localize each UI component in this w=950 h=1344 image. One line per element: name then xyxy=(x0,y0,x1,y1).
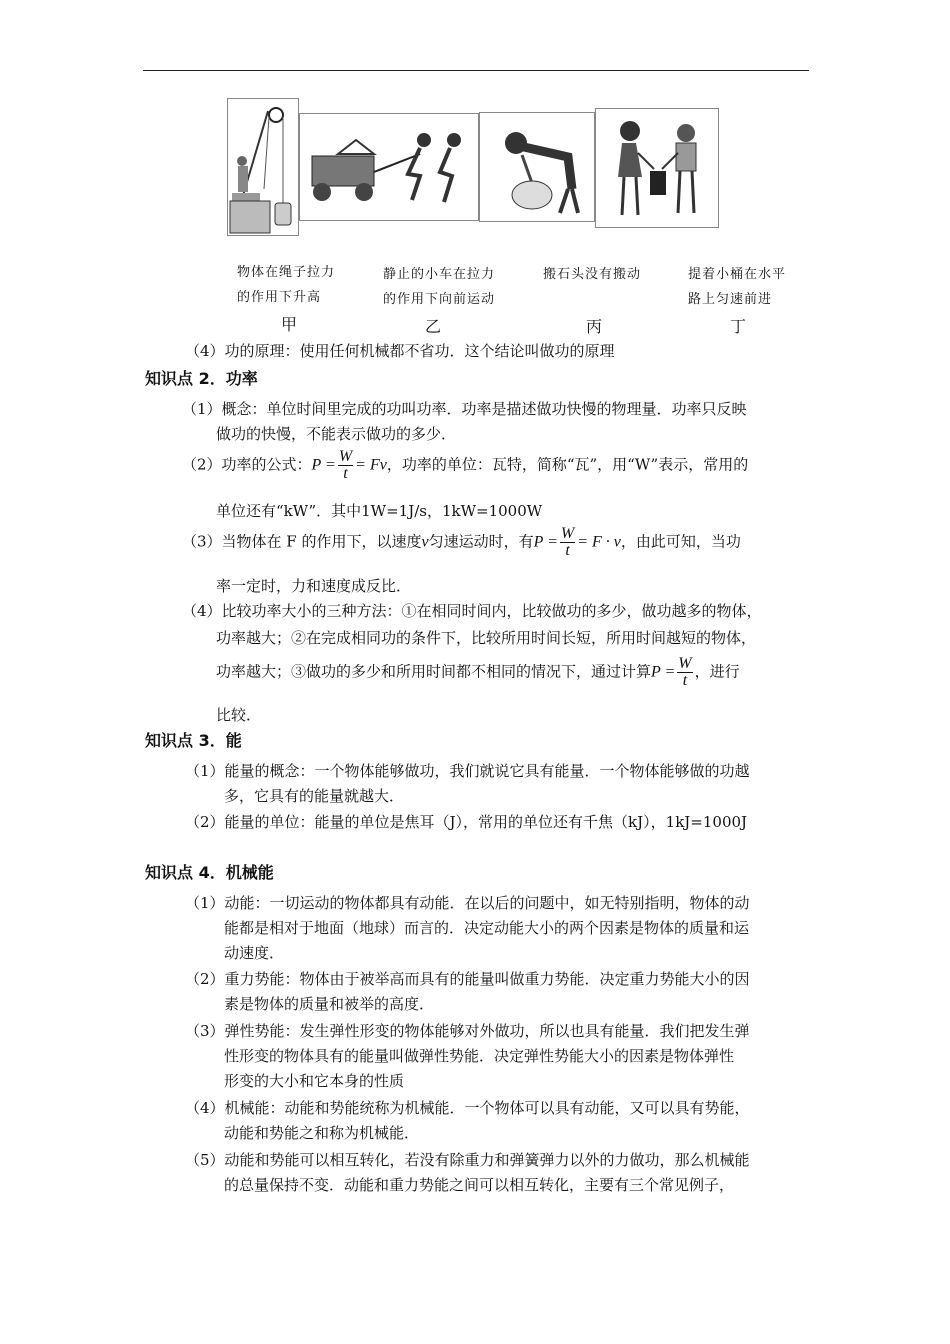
list-item: （2）能量的单位：能量的单位是焦耳（J），常用的单位还有千焦（kJ），1kJ=1000J xyxy=(185,813,748,831)
power-compare-line: 功率越大；③做功的多少和所用时间都不相同的情况下，通过计算P = $\frac{W}{t}$ ，进行 xyxy=(216,655,740,689)
power-formula-line: （2）功率的公式：P = $\frac{W}{t}$ = Fv，功率的单位：瓦特，简称“瓦”，用“W”表示，常用的 xyxy=(182,448,749,482)
list-item: （1）概念：单位时间里完成的功叫功率．功率是描述做功快慢的物理量．功率只反映 xyxy=(182,400,747,418)
list-item: 比较． xyxy=(216,706,262,724)
list-item: 动能和势能之和称为机械能． xyxy=(224,1124,420,1142)
figure-label: 丙 xyxy=(586,317,603,336)
list-item: 能都是相对于地面（地球）而言的．决定动能大小的两个因素是物体的质量和运 xyxy=(224,919,750,937)
section-heading-mechanical-energy: 知识点 4．机械能 xyxy=(145,863,274,882)
list-item: 做功的快慢，不能表示做功的多少． xyxy=(216,425,457,443)
figure-caption: 物体在绳子拉力 的作用下升高 xyxy=(237,265,336,305)
list-item: （3）弹性势能：发生弹性形变的物体能够对外做功，所以也具有能量．我们把发生弹 xyxy=(185,1022,750,1040)
figure-label: 丁 xyxy=(730,317,747,336)
list-item: （1）能量的概念：一个物体能够做功，我们就说它具有能量．一个物体能够做的功越 xyxy=(185,762,750,780)
list-item: 素是物体的质量和被举的高度． xyxy=(224,995,435,1013)
list-item: 多，它具有的能量就越大． xyxy=(224,787,405,805)
figure-caption: 静止的小车在拉力 的作用下向前运动 xyxy=(383,267,496,307)
list-item: （4）比较功率大小的三种方法：①在相同时间内，比较做功的多少，做功越多的物体， xyxy=(182,602,762,620)
figure-label: 乙 xyxy=(425,317,442,336)
list-item: 形变的大小和它本身的性质 xyxy=(224,1072,405,1090)
list-item: （2）重力势能：物体由于被举高而具有的能量叫做重力势能．决定重力势能大小的因 xyxy=(185,970,750,988)
list-item: 动速度． xyxy=(224,944,285,962)
list-item: （5）动能和势能可以相互转化，若没有除重力和弹簧弹力以外的力做功，那么机械能 xyxy=(185,1151,750,1169)
figure-cart-image xyxy=(299,113,479,221)
list-item: 功率越大；②在完成相同功的条件下，比较所用时间长短，所用时间越短的物体， xyxy=(216,629,757,647)
list-item: （1）动能：一切运动的物体都具有动能．在以后的问题中，如无特别指明，物体的动 xyxy=(185,894,750,912)
header-rule xyxy=(143,70,809,71)
power-velocity-line: （3）当物体在 F 的作用下，以速度v匀速运动时，有P = $\frac{W}{t}$ = F · v，由此可知，当功 xyxy=(182,525,741,559)
list-item: 性形变的物体具有的能量叫做弹性势能．决定弹性势能大小的因素是物体弹性 xyxy=(224,1047,735,1065)
list-item: （4）机械能：动能和势能统称为机械能．一个物体可以具有动能，又可以具有势能， xyxy=(185,1099,750,1117)
figure-pulley-image xyxy=(227,98,299,236)
figure-caption: 提着小桶在水平 路上匀速前进 xyxy=(688,267,787,307)
section-heading-energy: 知识点 3．能 xyxy=(145,731,242,750)
figure-caption: 搬石头没有搬动 xyxy=(543,267,642,282)
list-item: 的总量保持不变．动能和重力势能之间可以相互转化，主要有三个常见例子， xyxy=(224,1176,735,1194)
figure-label: 甲 xyxy=(281,315,298,334)
list-item: 率一定时，力和速度成反比． xyxy=(216,577,412,595)
work-principle-item: （4）功的原理：使用任何机械都不省功．这个结论叫做功的原理 xyxy=(185,342,615,360)
figure-stone-image xyxy=(479,112,595,222)
figure-bucket-image xyxy=(595,108,719,228)
section-heading-power: 知识点 2．功率 xyxy=(145,369,258,388)
list-item: 单位还有“kW”．其中1W=1J/s，1kW=1000W xyxy=(216,502,543,520)
